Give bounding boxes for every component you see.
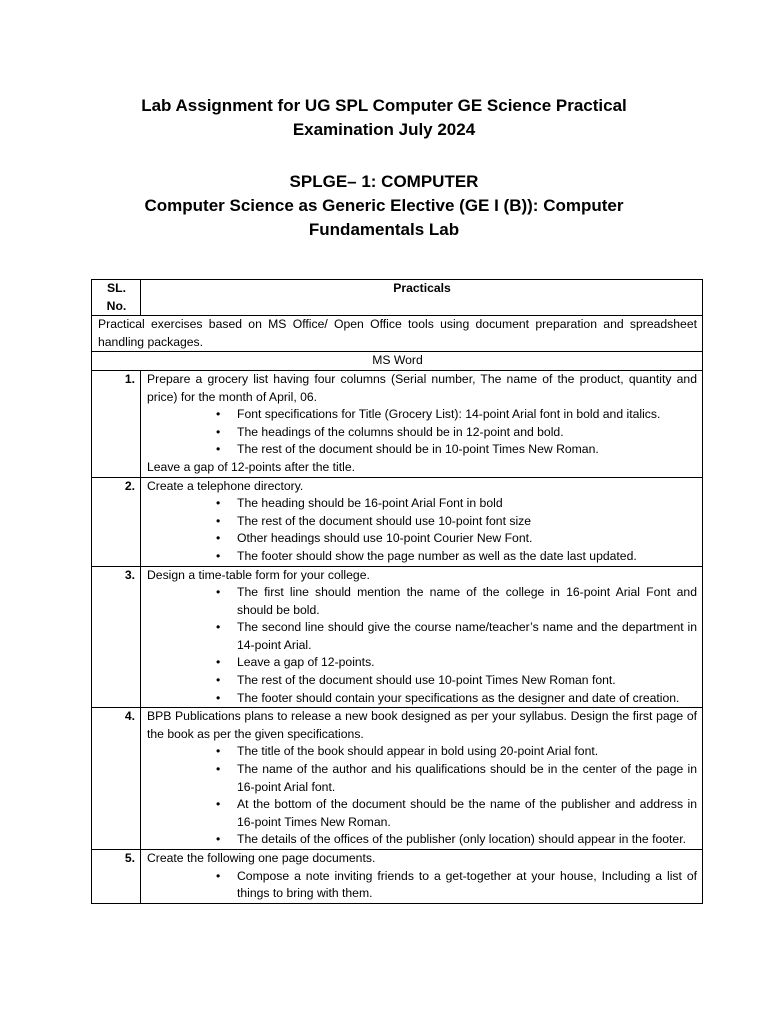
practical-task: Create the following one page documents. [147,851,376,865]
practical-task: Prepare a grocery list having four columns (Serial number, The name of the product, quantity and price) for the month of April, 06. [147,371,697,404]
row-number: 5. [92,850,141,904]
spec-item: • The headings of the columns should be in 12-point and bold. [237,424,697,442]
row-number: 2. [92,477,141,566]
course-code: SPLGE– 1: COMPUTER [289,172,479,191]
spec-list [147,743,697,849]
intro-row [92,316,703,352]
spec-list [147,868,697,903]
spec-item: • The footer should show the page number as well as the date last updated. [237,548,697,566]
spec-item: • The heading should be 16-point Arial Font in bold [237,495,697,513]
spec-item: • Compose a note inviting friends to a get-together at your house, Including a list of things to bring with them. [237,868,697,903]
spec-list [147,584,697,707]
spec-item: • The rest of the document should use 10-point font size [237,513,697,531]
course-heading [0,170,768,242]
practical-description [141,708,703,850]
course-name-line-2: Fundamentals Lab [308,220,460,239]
row-number: 3. [92,566,141,708]
spec-item: • The rest of the document should be in 10-point Times New Roman. [237,441,697,459]
table-row [92,477,703,566]
table-row [92,708,703,850]
practical-task: Design a time-table form for your college. [147,567,370,582]
spec-item: • The title of the book should appear in bold using 20-point Arial font. [237,743,697,761]
table-row [92,850,703,904]
row-number: 4. [92,708,141,850]
intro-text: Practical exercises based on MS Office/ Open Office tools using document preparation and spreadsheet handling packages. [92,316,703,352]
title-line-2: Examination July 2024 [292,120,476,139]
practical-description [141,370,703,477]
sl-no-header: SL. No. [92,280,141,316]
table-header-row [92,280,703,316]
spec-item: • Other headings should use 10-point Courier New Font. [237,530,697,548]
practical-note: Leave a gap of 12-points after the title. [147,459,356,474]
spec-item: • The first line should mention the name of the college in 16-point Arial Font and should be bold. [237,584,697,619]
practicals-table [91,279,703,904]
spec-item: • At the bottom of the document should be the name of the publisher and address in 16-point Times New Roman. [237,796,697,831]
title-line-1: Lab Assignment for UG SPL Computer GE Science Practical [141,96,627,115]
practical-description [141,566,703,708]
practical-description [141,850,703,904]
practicals-header: Practicals [141,280,703,316]
practical-task: BPB Publications plans to release a new book designed as per your syllabus. Design the first page of the book as per the given specifications. [147,709,697,741]
course-name-line-1: Computer Science as Generic Elective (GE I (B)): Computer [144,196,624,215]
spec-list [147,495,697,565]
section-row [92,352,703,371]
spec-list [147,406,697,459]
spec-item: • The details of the offices of the publisher (only location) should appear in the footer. [237,831,697,849]
row-number: 1. [92,370,141,477]
spec-item: • The second line should give the course name/teacher’s name and the department in 14-point Arial. [237,619,697,654]
practical-task: Create a telephone directory. [147,478,304,493]
table-row [92,370,703,477]
spec-item: • The name of the author and his qualifications should be in the center of the page in 16-point Arial font. [237,761,697,796]
spec-item: • Font specifications for Title (Grocery List): 14-point Arial font in bold and italics. [237,406,697,424]
spec-item: • The rest of the document should use 10-point Times New Roman font. [237,672,697,690]
document-title [0,94,768,142]
practical-description [141,477,703,566]
spec-item: • The footer should contain your specifications as the designer and date of creation. [237,690,697,708]
spec-item: • Leave a gap of 12-points. [237,654,697,672]
section-label: MS Word [92,352,703,371]
table-row [92,566,703,708]
